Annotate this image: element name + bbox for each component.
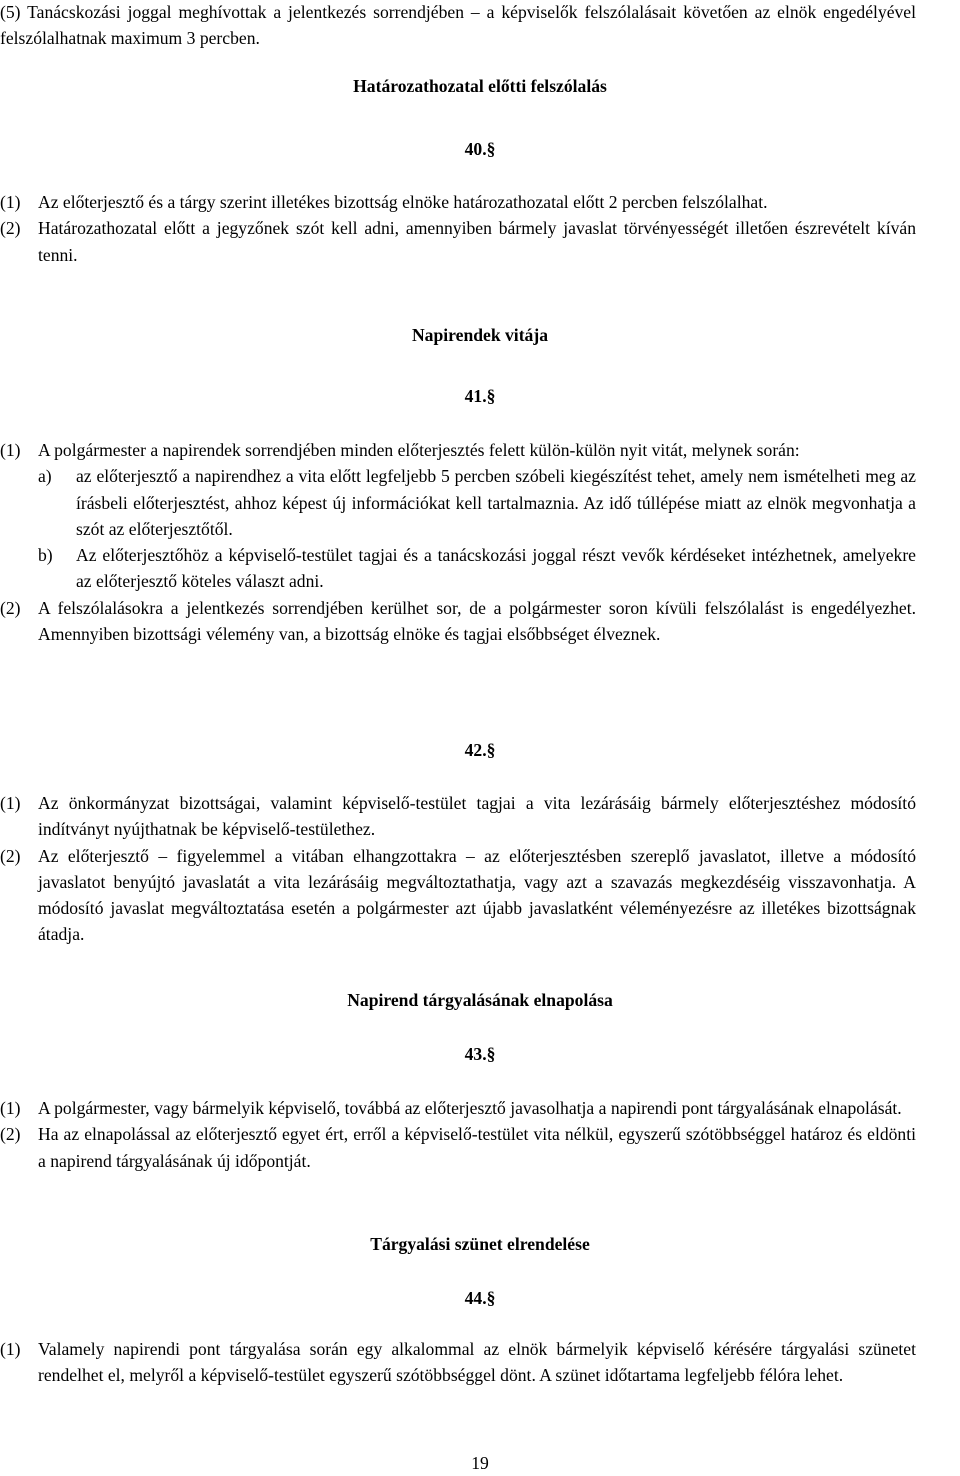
item-text: Ha az elnapolással az előterjesztő egyet ért, erről a képviselő-testület vita nélkül, egyszerű szótöbbséggel határoz és eldönti a napirend tárgyalásának új időpontját. xyxy=(38,1124,916,1171)
item-text: Az előterjesztő – figyelemmel a vitában elhangzottakra – az előterjesztésben szereplő javaslatot, illetve a módosító javaslatot benyújtó javaslatát a vita lezárásáig megváltoztathatja, vagy azt a szavazás megkezdéséig visszavonhatja. A módosító javaslat megváltoztatása esetén a polgármester azt újabb javaslatként véleményezésre az illetékes bizottságnak átadja. xyxy=(38,845,916,945)
section-number-43: 43.§ xyxy=(464,1044,496,1064)
sub-list-item xyxy=(0,463,916,542)
section-number-44: 44.§ xyxy=(464,1288,496,1308)
item-text: Valamely napirendi pont tárgyalása során egy alkalommal az elnök bármelyik képviselő kérésére tárgyalási szünetet rendelhet el, melyről a képviselő-testület egyszerű szótöbbséggel dönt. A szünet időtartama legfeljebb félóra lehet. xyxy=(38,1339,916,1386)
item-text: A felszólalásokra a jelentkezés sorrendjében kerülhet sor, de a polgármester soron kívüli felszólalást is engedélyezhet. Amennyiben bizottsági vélemény van, a bizottság elnöke és tagjai elsőbbséget élveznek. xyxy=(38,597,916,645)
paragraph-text: (5) Tanácskozási joggal meghívottak a jelentkezés sorrendjében – a képviselők felszólalásait követően az elnök engedélyével felszólalhatnak maximum 3 percben. xyxy=(0,2,916,49)
section-heading-43: Napirend tárgyalásának elnapolása xyxy=(347,990,613,1010)
sub-item-text: Az előterjesztőhöz a képviselő-testület tagjai és a tanácskozási joggal részt vevők kérdéseket intézhetnek, amelyekre az előterjesztő köteles választ adni. xyxy=(76,545,916,592)
list-item xyxy=(0,843,916,948)
sub-item-letter: b) xyxy=(38,545,53,566)
item-number: (2) xyxy=(0,218,21,239)
sub-item-text: az előterjesztő a napirendhez a vita előtt legfeljebb 5 percben szóbeli kiegészítést tehet, amely nem ismételheti meg az írásbeli előterjesztést, ahhoz képest új információkat kell tartalmaznia. Az idő túllépése miatt az elnök megvonhatja a szót az előterjesztőtől. xyxy=(76,466,916,539)
page-number: 19 xyxy=(471,1453,489,1473)
item-number: (1) xyxy=(0,793,21,813)
item-text: A polgármester, vagy bármelyik képviselő, továbbá az előterjesztő javasolhatja a napirendi pont tárgyalásának elnapolását. xyxy=(38,1098,902,1118)
list-item xyxy=(0,215,916,268)
item-text: Az önkormányzat bizottságai, valamint képviselő-testület tagjai a vita lezárásáig bármely előterjesztéshez módosító indítványt nyújthatnak be képviselő-testülethez. xyxy=(38,793,916,840)
list-item xyxy=(0,1121,916,1174)
section-heading-44: Tárgyalási szünet elrendelése xyxy=(370,1234,590,1254)
section-42-items xyxy=(0,790,916,948)
section-number-41: 41.§ xyxy=(464,386,496,406)
item-number: (2) xyxy=(0,1124,21,1145)
section-40-items xyxy=(0,189,916,268)
section-number-42: 42.§ xyxy=(464,740,496,760)
item-number: (1) xyxy=(0,1339,21,1359)
list-item xyxy=(0,189,916,215)
list-item xyxy=(0,437,916,463)
intro-paragraph xyxy=(0,0,916,52)
section-41-items xyxy=(0,437,916,647)
list-item xyxy=(0,1095,916,1121)
sub-item-letter: a) xyxy=(38,466,52,487)
sub-list-item xyxy=(0,542,916,595)
section-43-items xyxy=(0,1095,916,1174)
item-number: (2) xyxy=(0,597,21,618)
item-number: (1) xyxy=(0,440,21,460)
list-item xyxy=(0,1336,916,1389)
item-text: Határozathozatal előtt a jegyzőnek szót kell adni, amennyiben bármely javaslat törvényességét illetően észrevételt kíván tenni. xyxy=(38,218,916,265)
item-text: Az előterjesztő és a tárgy szerint illetékes bizottság elnöke határozathozatal előtt 2 percben felszólalhat. xyxy=(38,192,768,212)
section-heading-41: Napirendek vitája xyxy=(411,325,549,345)
section-heading-40: Határozathozatal előtti felszólalás xyxy=(353,76,607,96)
item-number: (1) xyxy=(0,1098,21,1118)
section-44-items xyxy=(0,1336,916,1389)
list-item xyxy=(0,595,916,648)
item-text: A polgármester a napirendek sorrendjében minden előterjesztés felett külön-külön nyit vitát, melynek során: xyxy=(38,440,800,460)
item-number: (1) xyxy=(0,192,21,212)
section-number-40: 40.§ xyxy=(464,139,496,159)
item-number: (2) xyxy=(0,845,21,866)
list-item xyxy=(0,790,916,843)
